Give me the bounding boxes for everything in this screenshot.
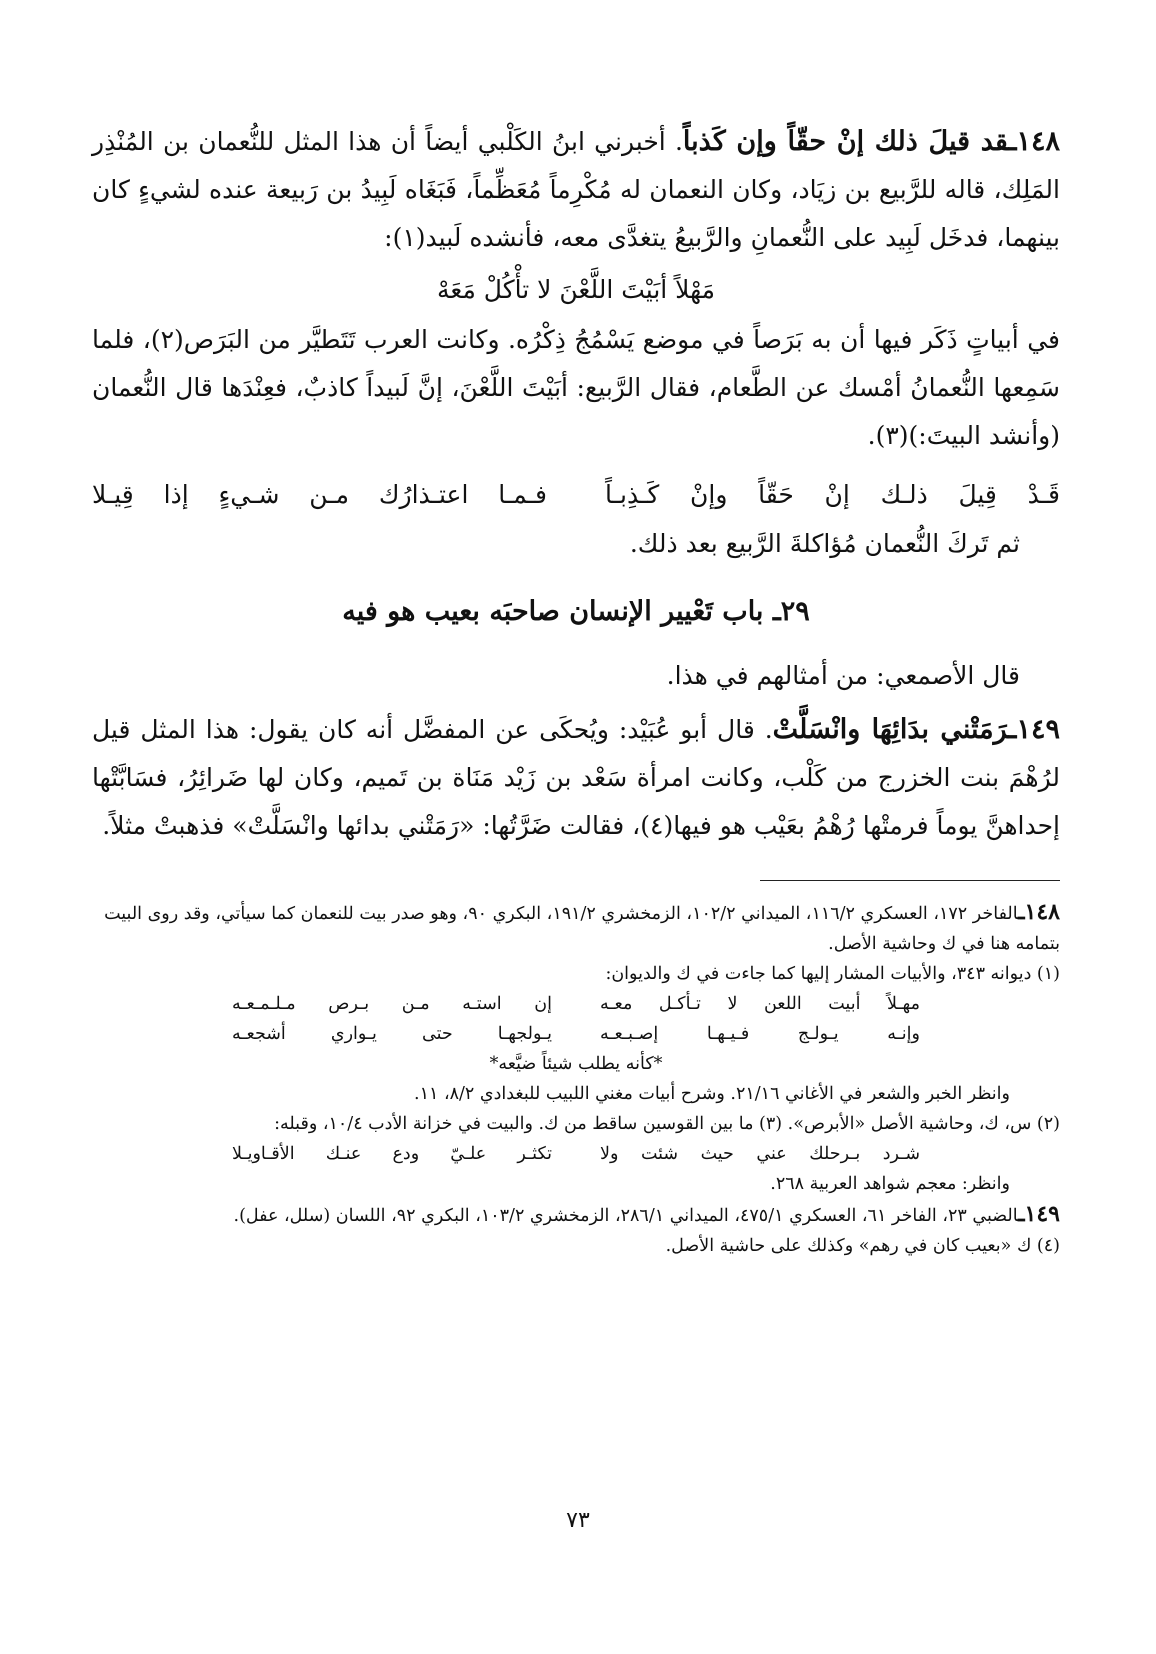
- entry-149-number: ١٤٩ـ: [1008, 714, 1060, 745]
- footnote-verse-4-right: شـرد بـرحلك عني حيث شئت ولا: [600, 1144, 920, 1164]
- footnote-verse-1: [92, 989, 1060, 1019]
- footnote-149-text: الضبي ٢٣، الفاخر ٦١، العسكري ٤٧٥/١، الميداني ٢٨٦/١، الزمخشري ١٠٣/٢، البكري ٩٢، اللسان (سلل، عفل).: [233, 1206, 1019, 1226]
- footnote-149-number: ١٤٩ـ: [1018, 1201, 1060, 1227]
- footnote-148: [92, 897, 1060, 959]
- footnotes: [92, 897, 1060, 1261]
- footnote-verse-3: *كأنه يطلب شيئاً ضيَّعه*: [489, 1054, 663, 1074]
- footnote-verse-1-left: إن استـه مـن بـرص مـلـمـعـه: [232, 994, 552, 1014]
- chapter-heading: ٢٩ـ باب تَعْيير الإنسان صاحبَه بعيب هو فيه: [342, 596, 810, 627]
- entry-149-text: . قال أبو عُبَيْد: ويُحكَى عن المفضَّل أنه كان يقول: هذا المثل قيل لرُهْمَ بنت الخزرج من كَلْب، وكانت امرأة سَعْد بن زَيْد مَنَاة بن تَميم، وكان لها ضَرائِرُ، فسَابَّتْها إحداهنَّ يوماً فرمتْها رُهْمُ بعَيْب هو فيها(٤)، فقالت ضَرَّتُها: «رَمَتْني بدائها وانْسَلَّتْ» فذهبتْ مثلاً.: [92, 715, 1060, 840]
- entry-149-proverb: رَمَتْني بدَائِهَا وانْسَلَّتْ: [772, 714, 1009, 745]
- chapter-intro: قال الأصمعي: من أمثالهم في هذا.: [666, 661, 1020, 690]
- footnote-1-continued: وانظر الخبر والشعر في الأغاني ٢١/١٦. وشرح أبيات مغني اللبيب للبغدادي ٨/٢، ١١.: [414, 1084, 1010, 1104]
- footnote-verse-2-right: وإنـه يـولـج فـيـهـا إصـبـعـه: [600, 1024, 920, 1044]
- footnote-verse-2: [92, 1019, 1060, 1049]
- entry-148-paragraph: [92, 118, 1060, 262]
- entry-148-paragraph-2: في أبياتٍ ذَكَر فيها أن به بَرَصاً في موضع يَسْمُجُ ذِكْرُه. وكانت العرب تَتَطيَّر من البَرَص(٢)، فلما سَمِعها النُّعمانُ أمْسك عن الطَّعام، فقال الرَّبيع: أبَيْتَ اللَّعْنَ، إنَّ لَبيداً كاذبٌ، فعِنْدَها قال النُّعمان (وأنشد البيتَ:)(٣).: [92, 325, 1060, 450]
- footnote-2-3: (٢) س، ك، وحاشية الأصل «الأبرص». (٣) ما بين القوسين ساقط من ك. والبيت في خزانة الأدب ١٠/٤، وقبله:: [274, 1114, 1060, 1134]
- entry-148-number: ١٤٨ـ: [1008, 126, 1060, 157]
- verse-first-hemistich: قَـدْ قِيلَ ذلـك إنْ حَقّاً وإنْ كَـذِبـاً: [605, 480, 1060, 509]
- footnote-divider: [760, 880, 1060, 881]
- footnote-3-continued: وانظر: معجم شواهد العربية ٢٦٨.: [770, 1174, 1010, 1194]
- footnote-verse-2-left: يـولجهـا حتى يـواري أشجعـه: [232, 1024, 552, 1044]
- entry-148-proverb: قد قيلَ ذلك إنْ حقّاً وإن كَذباً: [682, 126, 1009, 157]
- entry-148-paragraph-3: ثم تَركَ النُّعمان مُؤاكلةَ الرَّبيع بعد ذلك.: [629, 529, 1020, 558]
- entry-149-paragraph: [92, 706, 1060, 850]
- verse-second-hemistich: فـمـا اعتـذارُك مـن شـيءٍ إذا قِيـلا: [92, 480, 547, 509]
- footnote-4: (٤) ك «بعيب كان في رهم» وكذلك على حاشية الأصل.: [665, 1236, 1060, 1256]
- footnote-148-text: الفاخر ١٧٢، العسكري ١١٦/٢، الميداني ١٠٢/٢، الزمخشري ١٩١/٢، البكري ٩٠، وهو صدر بيت للنعمان كما سيأتي، وقد روى البيت بتمامه هنا في ك وحاشية الأصل.: [104, 904, 1060, 954]
- entry-148-text: . أخبرني ابنُ الكَلْبي أيضاً أن هذا المثل للنُّعمان بن المُنْذِر المَلِك، قاله للرَّبيع بن زيَاد، وكان النعمان له مُكْرِماً مُعَظِّماً، فَبَغَاه لَبِيدُ بن رَبيعة عنده لشيءٍ كان بينهما، فدخَل لَبِيد على النُّعمانِ والرَّبيعُ يتغدَّى معه، فأنشده لَبيد(١):: [92, 127, 1060, 252]
- footnote-149: [92, 1199, 1060, 1231]
- page-number: ٧٣: [566, 1508, 590, 1533]
- footnote-verse-1-right: مهـلاً أبيت اللعن لا تـأكـل معـه: [600, 994, 920, 1014]
- footnote-verse-4: [92, 1139, 1060, 1169]
- footnote-verse-4-left: تكثـر علـيّ ودع عنـك الأقـاويـلا: [232, 1144, 552, 1164]
- entry-148-verse-line: مَهْلاً أبَيْتَ اللَّعْنَ لا تأْكُلْ مَعَهْ: [436, 275, 715, 304]
- footnote-1: (١) ديوانه ٣٤٣، والأبيات المشار إليها كما جاءت في ك والديوان:: [605, 964, 1060, 984]
- footnote-148-number: ١٤٨ـ: [1018, 899, 1060, 925]
- entry-148-verse: [92, 470, 1060, 520]
